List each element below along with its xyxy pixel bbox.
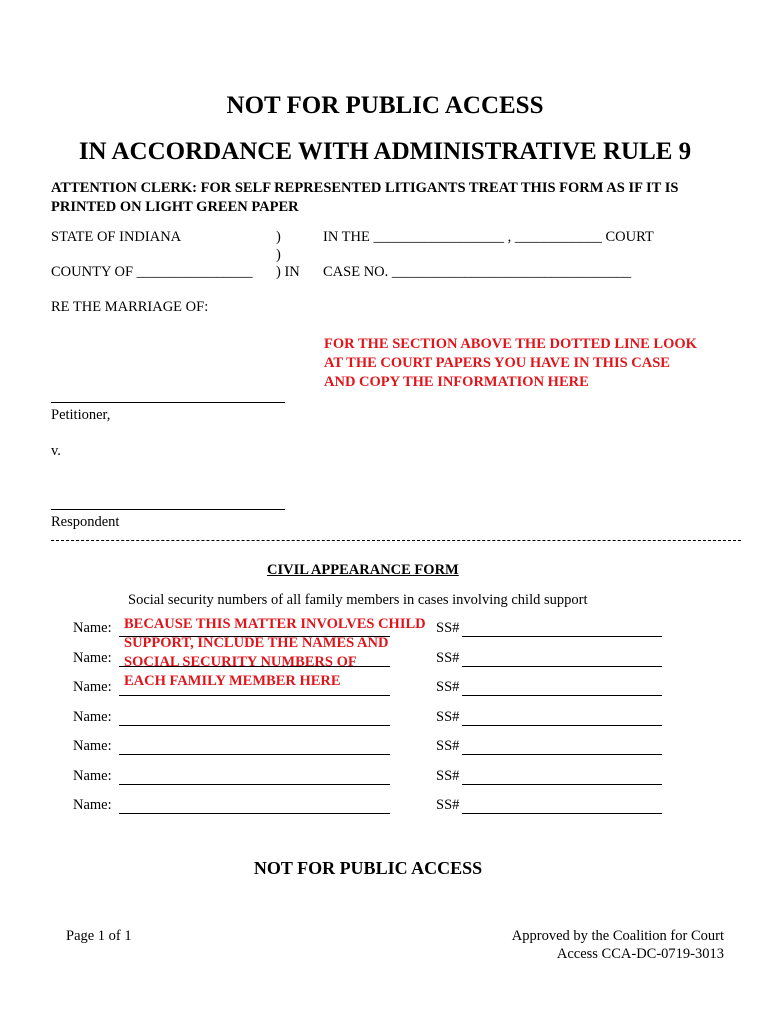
petitioner-name-line[interactable] <box>51 402 285 403</box>
page-title: NOT FOR PUBLIC ACCESS <box>226 92 544 119</box>
attention-line-2: PRINTED ON LIGHT GREEN PAPER <box>51 199 299 215</box>
ss-label: SS# <box>436 679 460 695</box>
dotted-separator <box>51 540 741 541</box>
respondent-name-line[interactable] <box>51 509 285 510</box>
caption-paren: ) <box>276 247 281 263</box>
name-label: Name: <box>73 709 112 725</box>
name-label: Name: <box>73 797 112 813</box>
page-number: Page 1 of 1 <box>66 928 132 944</box>
caption-paren: ) <box>276 229 281 245</box>
state-label: STATE OF INDIANA <box>51 229 182 245</box>
ss-input-line[interactable] <box>462 754 662 755</box>
name-input-line[interactable] <box>119 695 390 696</box>
ss-input-line[interactable] <box>462 666 662 667</box>
caption-paren-in: ) IN <box>276 264 300 280</box>
section-instruction-line-3: AND COPY THE INFORMATION HERE <box>324 374 589 390</box>
ss-label: SS# <box>436 768 460 784</box>
ss-label: SS# <box>436 738 460 754</box>
ss-note: Social security numbers of all family members in cases involving child support <box>128 592 588 608</box>
footer-not-public: NOT FOR PUBLIC ACCESS <box>253 858 483 878</box>
section-instruction-line-2: AT THE COURT PAPERS YOU HAVE IN THIS CASE <box>324 355 670 371</box>
petitioner-label: Petitioner, <box>51 407 111 423</box>
child-instruction-line-4: EACH FAMILY MEMBER HERE <box>124 673 341 689</box>
child-instruction-line-2: SUPPORT, INCLUDE THE NAMES AND <box>124 635 389 651</box>
name-input-line[interactable] <box>119 754 390 755</box>
page-subtitle: IN ACCORDANCE WITH ADMINISTRATIVE RULE 9 <box>78 138 692 165</box>
ss-input-line[interactable] <box>462 725 662 726</box>
name-label: Name: <box>73 768 112 784</box>
child-instruction-line-1: BECAUSE THIS MATTER INVOLVES CHILD <box>124 616 426 632</box>
case-number-field[interactable]: CASE NO. _________________________________ <box>323 264 632 280</box>
ss-label: SS# <box>436 709 460 725</box>
county-field[interactable]: COUNTY OF ________________ <box>51 264 253 280</box>
ss-label: SS# <box>436 797 460 813</box>
name-label: Name: <box>73 620 112 636</box>
approval-line-1: Approved by the Coalition for Court <box>511 928 724 944</box>
child-instruction-line-3: SOCIAL SECURITY NUMBERS OF <box>124 654 357 670</box>
ss-label: SS# <box>436 620 460 636</box>
versus-label: v. <box>51 443 61 459</box>
ss-input-line[interactable] <box>462 784 662 785</box>
ss-input-line[interactable] <box>462 813 662 814</box>
attention-line-1: ATTENTION CLERK: FOR SELF REPRESENTED LITIGANTS TREAT THIS FORM AS IF IT IS <box>51 180 679 196</box>
ss-input-line[interactable] <box>462 695 662 696</box>
ss-label: SS# <box>436 650 460 666</box>
name-input-line[interactable] <box>119 784 390 785</box>
re-marriage-label: RE THE MARRIAGE OF: <box>51 299 209 315</box>
court-field[interactable]: IN THE __________________ , ____________ COURT <box>323 229 654 245</box>
section-instruction-line-1: FOR THE SECTION ABOVE THE DOTTED LINE LOOK <box>324 336 697 352</box>
ss-input-line[interactable] <box>462 636 662 637</box>
respondent-label: Respondent <box>51 514 120 530</box>
name-input-line[interactable] <box>119 725 390 726</box>
form-title: CIVIL APPEARANCE FORM <box>267 562 459 578</box>
approval-line-2: Access CCA-DC-0719-3013 <box>556 946 724 962</box>
name-label: Name: <box>73 650 112 666</box>
name-input-line[interactable] <box>119 813 390 814</box>
name-label: Name: <box>73 738 112 754</box>
name-label: Name: <box>73 679 112 695</box>
